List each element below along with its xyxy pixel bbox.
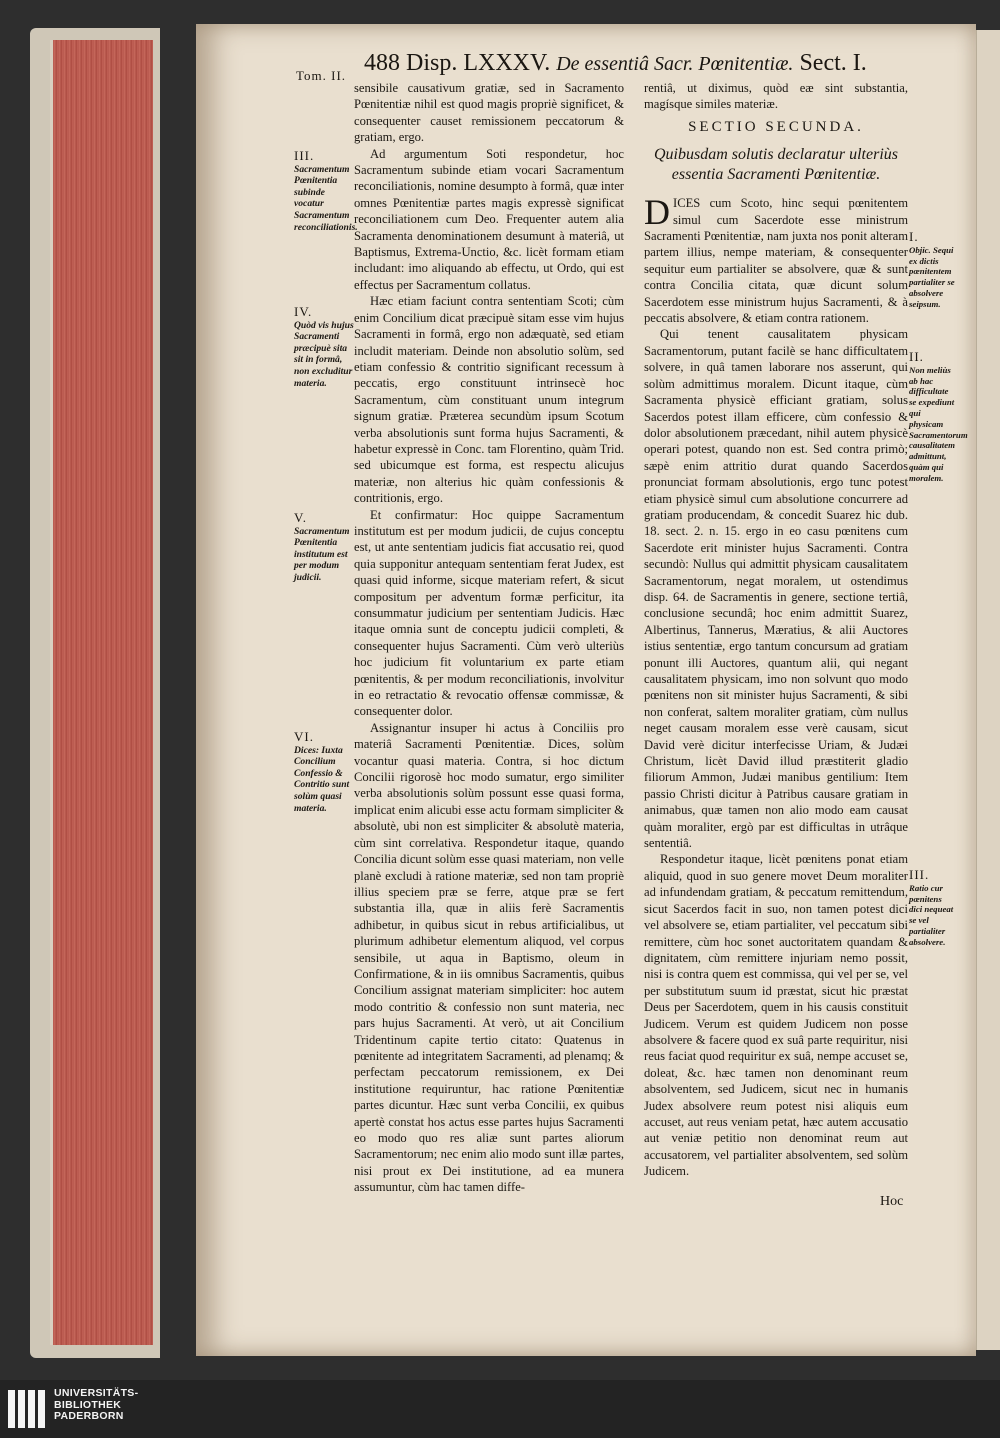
left-margin-note — [294, 148, 358, 233]
paragraph: sensibile causativum gratiæ, sed in Sacramento Pœnitentiæ nihil est quod magis propriè significet, & consequenter causet remissionem peccatorum & gratiam, ergo. — [354, 81, 624, 145]
right-margin-note — [909, 867, 957, 948]
library-name-line: BIBLIOTHEK — [54, 1398, 122, 1411]
left-margin-note — [294, 731, 354, 814]
section-heading: SECTIO SECUNDA. — [688, 118, 864, 135]
section-number: Sect. I. — [799, 50, 867, 76]
margin-text: Non meliùs ab hac difficultate se expediunt qui physicam Sacramentorum causalitatem admittunt, quàm qui moralem. — [909, 364, 968, 483]
disputation: Disp. LXXXV. — [406, 50, 551, 76]
margin-number: II. — [909, 349, 924, 364]
paragraph: Respondetur itaque, licèt pœnitens ponat etiam aliquid, quod in suo genere movet Deum moraliter ad infundendam gratiam, & peccatum remittendum, sicut Sacerdos facit in suo, non tamen potest dici vel absolvere se, etiam partialiter, vel peccatum sibi remittere, cùm hoc sonet auctoritatem quandam & dignitatem, cùm remittere injuriam nemo possit, nisi is contra quem est commissa, qui vel per se, vel per substitutum suum id præstat, sicut hic præstat Deus per Sacerdotem, quem in his causis constituit Judicem. Verum est quidem Judicem non posse absolvere & facere quod ex suâ parte requiritur, nisi reus faciat quod requiritur ex suâ, nempe accuset se, doleat, &c. hæc tamen non denominant reum absolventem, sed Judicem, sicut nec in humanis Judex absolvere reum potest nisi aliquis eum accuset, aut reus veniam petat, hæc autem accusatio aut veniæ petitio non denominat reum aut accusatorem, vel partialiter absolventem, sed solùm Judicem. — [644, 852, 908, 1179]
paragraph: Qui tenent causalitatem physicam Sacramentorum, putant facilè se hanc difficultatem solvere, in quâ tamen laborare nos asserunt, qui solùm admittimus moralem. Dicunt itaque, cùm Sacramenta physicè efficiant gratiam, solus Sacerdos potest illam efficere, cùm confessio & dolor absolutionem præcedant, nihil autem physicè operari potest, quando non est. Sed contra primò; sæpè enim attritio durat quando Sacerdos pronunciat formam absolutionis, ergo tunc potest etiam physicè simul cum absolutione concurrere ad gratiam producendam, & concedit Suarez hic dub. 18. sect. 2. n. 15. ergo in eo casu pœnitens cum Sacerdote erit minister hujus Sacramenti. Contra secundò: Nullus qui admittit physicam causalitatem Sacramentorum, negat moralem, ut ostendimus disp. 64. de Sacramentis in genere, sectione tertiâ, conclusione secundâ; hoc enim admittit Suarez, Albertinus, Tannerus, Mæratius, & alii Auctores istius sententiæ, ergo tantum concursum ad gratiam ponunt illi Auctores, quantum alii, qui negant causalitatem physicam, imo non solvunt quo modo pœnitens non sit minister hujus Sacramenti, & sibi non conferat, saltem moraliter gratiam, cùm nullus neget causam moralem esse verè causam, sicut David verè dicitur interfecisse Uriam, & Judæi Christum, licèt David illud præstiterit gladio filiorum Ammon, Judæi manibus gentilium: Item passio Christi dicitur à Patribus causare gratiam in animabus, quæ tamen non alio modo eam causat quàm moraliter, ergò par est difficultas in utrâque sententiâ. — [644, 327, 908, 851]
right-margin-note — [909, 229, 957, 310]
drop-cap: D — [644, 192, 670, 233]
margin-text: Quòd vis hujus Sacramenti præcipuè sita sit in formâ, non excluditur materia. — [294, 319, 354, 389]
page-edges — [50, 40, 153, 1345]
left-text-column — [354, 80, 624, 1196]
paragraph — [644, 192, 908, 326]
paragraph: Et confirmatur: Hoc quippe Sacramentum institutum est per modum judicii, de cujus conceptu est, ut ante sententiam judicis fiat accusatio rei, quod quia supponitur antequam sententiam ferat Judex, est quasi quid informe, sicque materiam refert, & sicut compositum per adventum formæ perficitur, ita consummatur judicium per sententiam Judicis. Hæc itaque omnia sunt de conceptu judicii completi, & consequenter hujus Sacramenti. Cùm verò ulteriùs hoc judicium fit voluntarium ex parte etiam pœnitentis, & per modum reconciliationis, involvitur in eo retractatio & revocatio offensæ commissæ, & consequenter dolor. — [354, 507, 624, 719]
volume-label: Tom. II. — [296, 68, 347, 83]
library-name-line: PADERBORN — [54, 1410, 124, 1422]
margin-text: Dices: Iuxta Concilium Confessio & Contritio sunt solùm quasi materia. — [294, 744, 350, 814]
library-name — [54, 1388, 138, 1423]
margin-number: IV. — [294, 304, 313, 319]
section-title: Quibusdam solutis declaratur ulteriùs essentia Sacramenti Pœnitentiæ. — [653, 146, 898, 184]
paragraph: Assignantur insuper hi actus à Conciliis pro materiâ Sacramenti Pœnitentiæ. Dices, solùm vocantur quasi materia. Contra, si hoc dictum Concilii rigorosè hoc modo sumatur, ergo similiter verba absolutionis solùm possunt esse quasi forma, implicat enim alicubi esse actu formam simpliciter & absolutè, ubi non est simpliciter & absolutè materia, cùm sint correlativa. Respondetur itaque, quando Concilia dicunt solùm esse quasi materiam, non velle planè excludi à ratione materiæ, sed non tam propriè illius speciem præ se ferre, atque præ se fert substantia illa, quæ in aliis ferè Sacramentis adhibetur, in quibus sicut in rebus artificialibus, ut plurimum adhibetur elementum aliquod, vel corpus sensibile, ut aqua in Baptismo, oleum in Confirmatione, & in iis omnibus Sacramentis, quibus Concilium assignat materiam simpliciter: hoc autem modo contritio & confessio non sunt materia, nec pars hujus Sacramenti. At verò, ut ait Concilium Tridentinum capite tertio citato: Quatenus in pœnitente ad integritatem Sacramenti, ad plenamq; & perfectam peccatorum remissionem, ex Dei institutione requiruntur, hac ratione Pœnitentiæ partes dicuntur. Hæc sunt verba Concilii, ex quibus apertè constat hos actus esse partes hujus Sacramenti eo modo quo res aliæ sunt partes aliorum Sacramentorum; nec enim alio modo sunt illæ partes, nisi prout ex Dei institutione, ad ea munera assumuntur, cùm hac tamen diffe- — [354, 720, 624, 1195]
margin-number: III. — [909, 867, 930, 882]
margin-text: Sacramentum Pœnitentia subinde vocatur Sacramentum reconciliationis. — [294, 163, 358, 233]
paragraph: Ad argumentum Soti respondetur, hoc Sacramentum subinde etiam vocari Sacramentum reconciliationis, nomine desumpto à formâ, quæ inter omnes Pœnitentiæ partes magis expressè significat reconciliationem cum Deo. Frequenter autem alia Sacramenta denominationem desumunt à materiâ, ut Baptismus, Extrema-Unctio, &c. licèt formam etiam includant: imo aliquando ab effectu, ut Ordo, qui est effectus per Sacramentum collatus. — [354, 146, 624, 292]
library-footer — [0, 1380, 1000, 1438]
catchword: Hoc — [880, 1194, 904, 1209]
margin-number: VI. — [294, 729, 314, 744]
library-name-line: UNIVERSITÄTS- — [54, 1387, 139, 1399]
paragraph-text: cum Scoto, hinc sequi pœnitentem simul cum Sacerdote esse ministrum Sacramenti Pœnitentiæ, nam juxta nos ponit alteram partem illius, nempe materiam, & consequenter sequitur eum partialiter se absolvere, quæ & sunt contra Concilia citata, quæ dicunt solum Sacerdotem esse ministrum hujus Sacramenti, & à peccatis absolvere, & etiam contra rationem. — [644, 196, 908, 326]
margin-text: Objic. Sequi ex dictis pœnitentem partialiter se absolvere seipsum. — [909, 244, 955, 309]
left-margin-note — [294, 512, 354, 584]
right-margin-note — [909, 349, 968, 484]
library-logo-icon — [8, 1390, 46, 1428]
margin-number: I. — [909, 229, 919, 244]
margin-text: Ratio cur pœnitens dici nequeat se vel partialiter absolvere. — [909, 882, 954, 947]
facing-page-edge — [976, 30, 1000, 1350]
opening-word: ICES — [673, 196, 701, 211]
left-margin-note — [294, 306, 354, 389]
margin-text: Sacramentum Pœnitentia institutum est per modum judicii. — [294, 525, 350, 583]
subject: De essentiâ Sacr. Pœnitentiæ. — [556, 53, 794, 75]
margin-number: III. — [294, 148, 315, 163]
running-head — [364, 50, 867, 77]
paragraph: rentiâ, ut diximus, quòd eæ sint substantia, magísque similes materiæ. — [644, 81, 908, 112]
right-text-column — [644, 80, 908, 1180]
paragraph: Hæc etiam faciunt contra sententiam Scoti; cùm enim Concilium dicat præcipuè sitam esse vim hujus Sacramenti in formâ, ergo non adæquatè, sed etiam includit materiam. Deinde non absolutio solùm, sed etiam confessio & contritio significant recessum à peccatis, ergo constituunt intrinsecè hoc Sacramentum, cùm constituant unum integrum signum gratiæ. Præterea secundùm ipsum Scotum verba absolutionis sunt forma hujus Sacramenti, & habetur expressè in Conc. tam Florentino, quàm Trid. sed ubicumque est forma, est respectu alicujus materiæ, non alterius hic quàm confessionis & contritionis, ergo. — [354, 294, 624, 506]
margin-number: V. — [294, 510, 307, 525]
page-number: 488 — [364, 50, 400, 76]
